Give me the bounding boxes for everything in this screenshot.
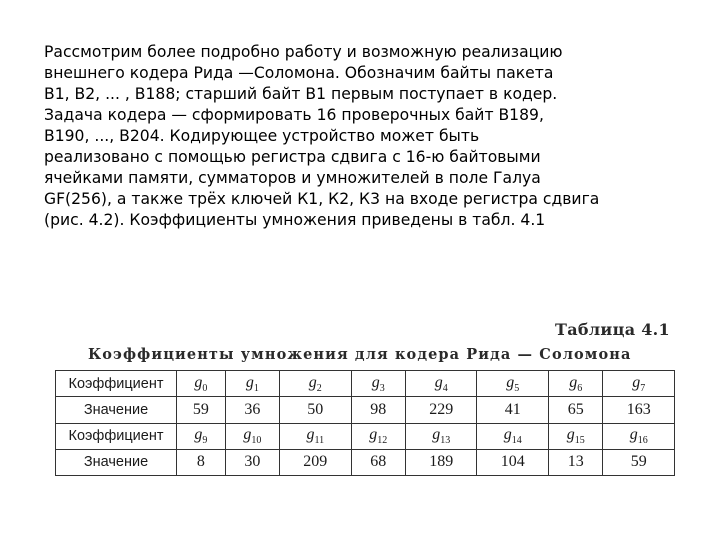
coefficient-cell: $g_6$ <box>549 371 603 397</box>
coefficient-cell: $g_{16}$ <box>603 423 675 449</box>
coefficient-table <box>55 370 675 476</box>
table-row <box>56 449 675 475</box>
coefficient-cell: $g_{14}$ <box>477 423 549 449</box>
intro-line: (рис. 4.2). Коэффициенты умножения приведены в табл. 4.1 <box>44 211 546 229</box>
coefficient-cell: $g_4$ <box>405 371 477 397</box>
value-cell: 98 <box>351 397 405 423</box>
row-label-coefficient: Коэффициент <box>56 423 177 449</box>
coefficient-cell: $g_2$ <box>280 371 352 397</box>
value-cell: 30 <box>225 449 279 475</box>
coefficient-table-body <box>56 371 675 476</box>
row-label-value: Значение <box>56 449 177 475</box>
value-cell: 163 <box>603 397 675 423</box>
coefficient-cell: $g_7$ <box>603 371 675 397</box>
intro-line: Рассмотрим более подробно работу и возможную реализацию <box>44 43 563 61</box>
value-cell: 36 <box>225 397 279 423</box>
intro-line: Задача кодера — сформировать 16 проверочных байт B189, <box>44 106 544 124</box>
value-cell: 68 <box>351 449 405 475</box>
intro-line: внешнего кодера Рида —Соломона. Обозначим байты пакета <box>44 64 554 82</box>
value-cell: 229 <box>405 397 477 423</box>
table-row <box>56 397 675 423</box>
coefficient-cell: $g_{10}$ <box>225 423 279 449</box>
value-cell: 41 <box>477 397 549 423</box>
value-cell: 209 <box>280 449 352 475</box>
coefficient-cell: $g_{12}$ <box>351 423 405 449</box>
row-label-value: Значение <box>56 397 177 423</box>
table-title: Коэффициенты умножения для кодера Рида — Соломона <box>88 346 632 363</box>
table-caption: Таблица 4.1 <box>555 320 670 339</box>
value-cell: 104 <box>477 449 549 475</box>
coefficient-cell: $g_{11}$ <box>280 423 352 449</box>
coefficient-cell: $g_9$ <box>177 423 226 449</box>
coefficient-cell: $g_1$ <box>225 371 279 397</box>
intro-line: B190, ..., B204. Кодирующее устройство может быть <box>44 127 480 145</box>
intro-line: реализовано с помощью регистра сдвига с 16-ю байтовыми <box>44 148 541 166</box>
table-row <box>56 423 675 449</box>
intro-paragraph <box>44 42 720 231</box>
value-cell: 189 <box>405 449 477 475</box>
coefficient-cell: $g_{13}$ <box>405 423 477 449</box>
coefficient-cell: $g_0$ <box>177 371 226 397</box>
value-cell: 59 <box>603 449 675 475</box>
intro-line: GF(256), а также трёх ключей К1, К2, К3 на входе регистра сдвига <box>44 190 600 208</box>
coefficient-cell: $g_5$ <box>477 371 549 397</box>
row-label-coefficient: Коэффициент <box>56 371 177 397</box>
value-cell: 59 <box>177 397 226 423</box>
coefficient-cell: $g_3$ <box>351 371 405 397</box>
table-row <box>56 371 675 397</box>
value-cell: 13 <box>549 449 603 475</box>
intro-line: B1, B2, ... , B188; старший байт B1 первым поступает в кодер. <box>44 85 558 103</box>
coefficient-cell: $g_{15}$ <box>549 423 603 449</box>
intro-line: ячейками памяти, сумматоров и умножителей в поле Галуа <box>44 169 541 187</box>
value-cell: 65 <box>549 397 603 423</box>
value-cell: 8 <box>177 449 226 475</box>
value-cell: 50 <box>280 397 352 423</box>
